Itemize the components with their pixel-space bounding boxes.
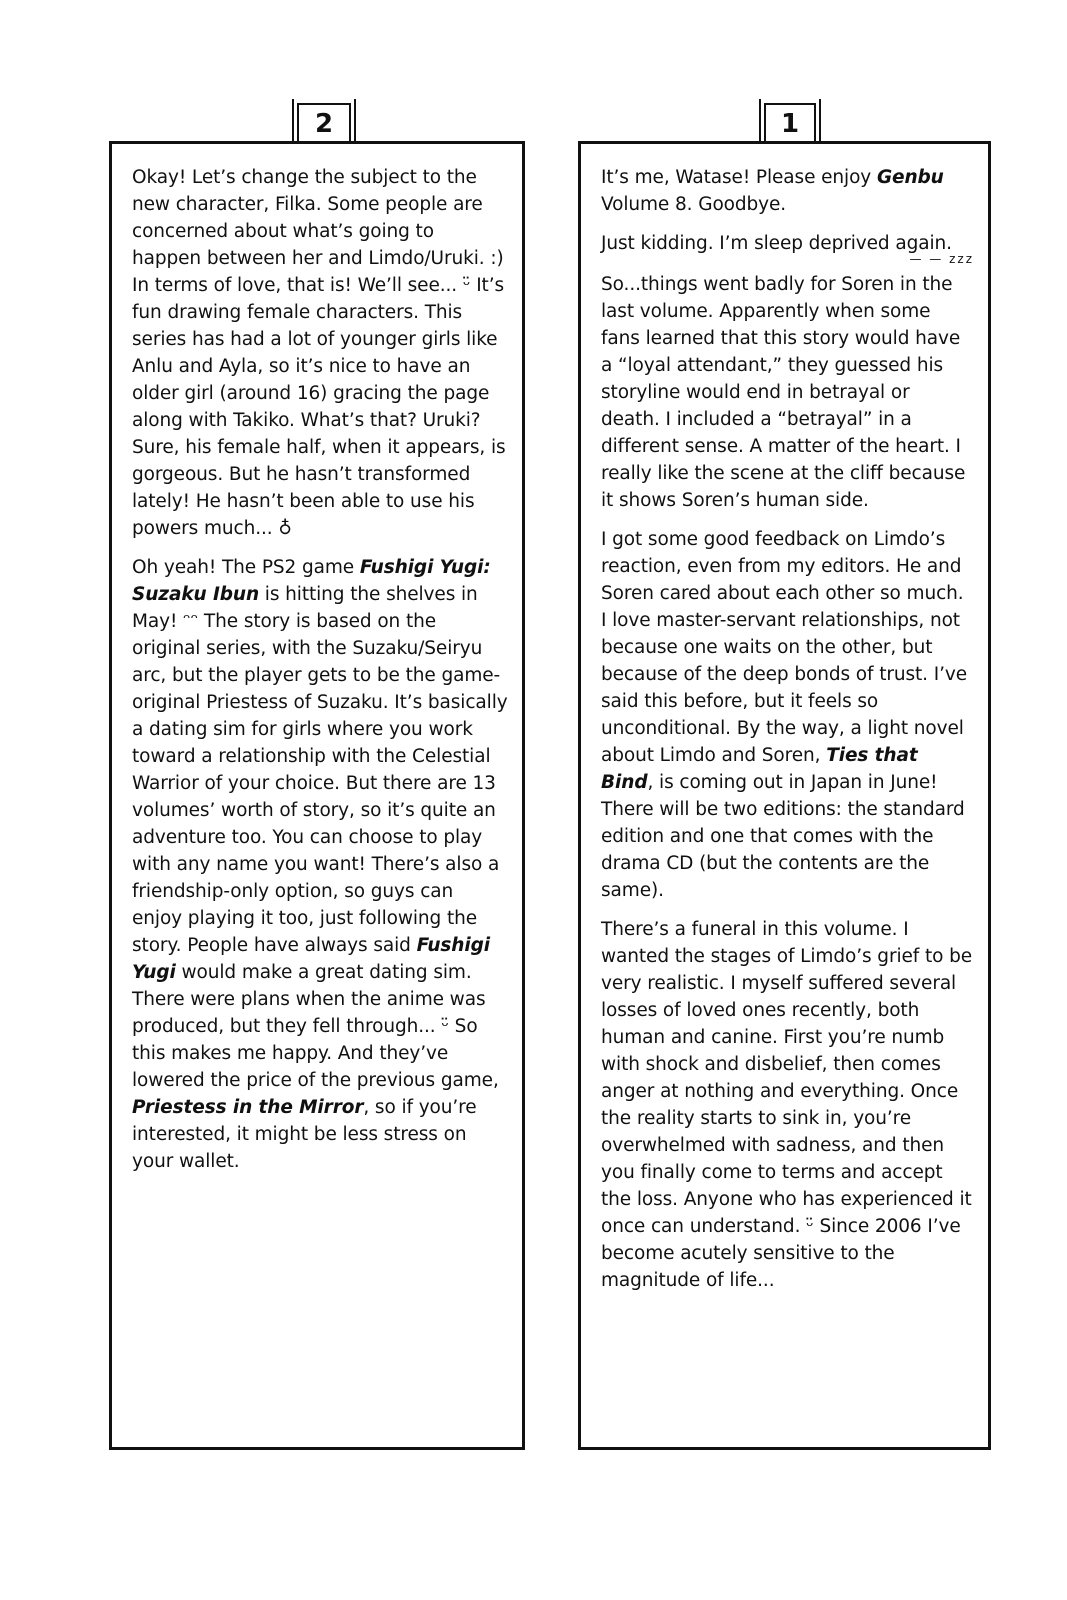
series-title-genbu: Genbu bbox=[876, 167, 944, 188]
intro-text-c: Volume 8. Goodbye. bbox=[601, 194, 787, 215]
soren-paragraph bbox=[601, 271, 974, 514]
soren-text: So...things went badly for Soren in the last volume. Apparently when some fans learned that this story would have a “loyal attendant,” they guessed his storyline would end in betrayal or death. I included a “betrayal” in a different sense. A matter of the heart. I really like the scene at the cliff because it shows Soren’s human side. bbox=[601, 274, 966, 511]
funeral-text: There’s a funeral in this volume. I wanted the stages of Limdo’s grief to be very realistic. I myself suffered several losses of loved ones recently, both human and canine. First you’re numb with shock and disbelief, then comes anger at nothing and everything. Once the reality starts to sink in, you’re overwhelmed with sadness, and then you finally come to terms and accept the loss. Anyone who has experienced it once can understand. ᵕ̈ Since 2006 I’ve become acutely sensitive to the magnitude of life... bbox=[601, 919, 973, 1291]
ps2-text-c: is hitting the shelves in May! ᵔᵔ The story is based on the original series, with the Suzaku/Seiryu arc, but the player gets to be the game-original Priestess of Suzaku. It’s basically a dating sim for girls where you work toward a relationship with the Celestial Warrior of your choice. But there are 13 volumes’ worth of story, so it’s quite an adventure too. You can choose to play with any name you want! There’s also a friendship-only option, so guys can enjoy playing it too, just following the story. People have always said bbox=[132, 584, 508, 956]
feedback-paragraph bbox=[601, 526, 974, 904]
intro-text-a: It’s me, Watase! Please enjoy bbox=[601, 167, 877, 188]
game-title-priestess-mirror: Priestess in the Mirror bbox=[132, 1097, 364, 1118]
filka-paragraph bbox=[132, 164, 508, 542]
feedback-text-c: , is coming out in Japan in June! There will be two editions: the standard edition and one that comes with the drama CD (but the contents are the same). bbox=[601, 772, 965, 901]
intro-paragraph bbox=[601, 164, 974, 218]
column-number-2: 2 bbox=[297, 103, 351, 143]
ps2-text-a: Oh yeah! The PS2 game bbox=[132, 557, 360, 578]
feedback-text-a: I got some good feedback on Limdo’s reaction, even from my editors. He and Soren cared about each other so much. I love master-servant relationships, not because one waits on the other, but because of the deep bonds of trust. I’ve said this before, but it feels so unconditional. By the way, a light novel about Limdo and Soren, bbox=[601, 529, 968, 766]
novel-title-ties-that-bind: Ties that Bind bbox=[601, 745, 918, 793]
sleep-deprived-text: Just kidding. I’m sleep deprived again. bbox=[601, 233, 952, 254]
ps2-game-paragraph bbox=[132, 554, 508, 1175]
right-column-box bbox=[578, 141, 991, 1450]
sleepy-face-doodle: — — zzz bbox=[909, 252, 974, 266]
filka-text: Okay! Let’s change the subject to the new character, Filka. Some people are concerned about what’s going to happen between her and Limdo/Uruki. :) In terms of love, that is! We’ll see... ᵕ̈ It’s fun drawing female characters. This series has had a lot of younger girls like Anlu and Ayla, so it’s nice to have an older girl (around 16) gracing the page along with Takiko. What’s that? Uruki? Sure, his female half, when it appears, is gorgeous. But he hasn’t transformed lately! He hasn’t been able to use his powers much... ♁ bbox=[132, 167, 506, 539]
column-number-1: 1 bbox=[764, 103, 816, 143]
game-title-suzaku-ibun: Fushigi Yugi: Suzaku Ibun bbox=[132, 557, 491, 605]
left-column-box bbox=[109, 141, 525, 1450]
ps2-text-g: , so if you’re interested, it might be less stress on your wallet. bbox=[132, 1097, 477, 1172]
series-title-fushigi-yugi: Fushigi Yugi bbox=[132, 935, 491, 983]
ps2-text-e: would make a great dating sim. There were plans when the anime was produced, but they fell through... ᵕ̈ So this makes me happy. And they’ve lowered the price of the previous game, bbox=[132, 962, 499, 1091]
funeral-paragraph bbox=[601, 916, 974, 1294]
